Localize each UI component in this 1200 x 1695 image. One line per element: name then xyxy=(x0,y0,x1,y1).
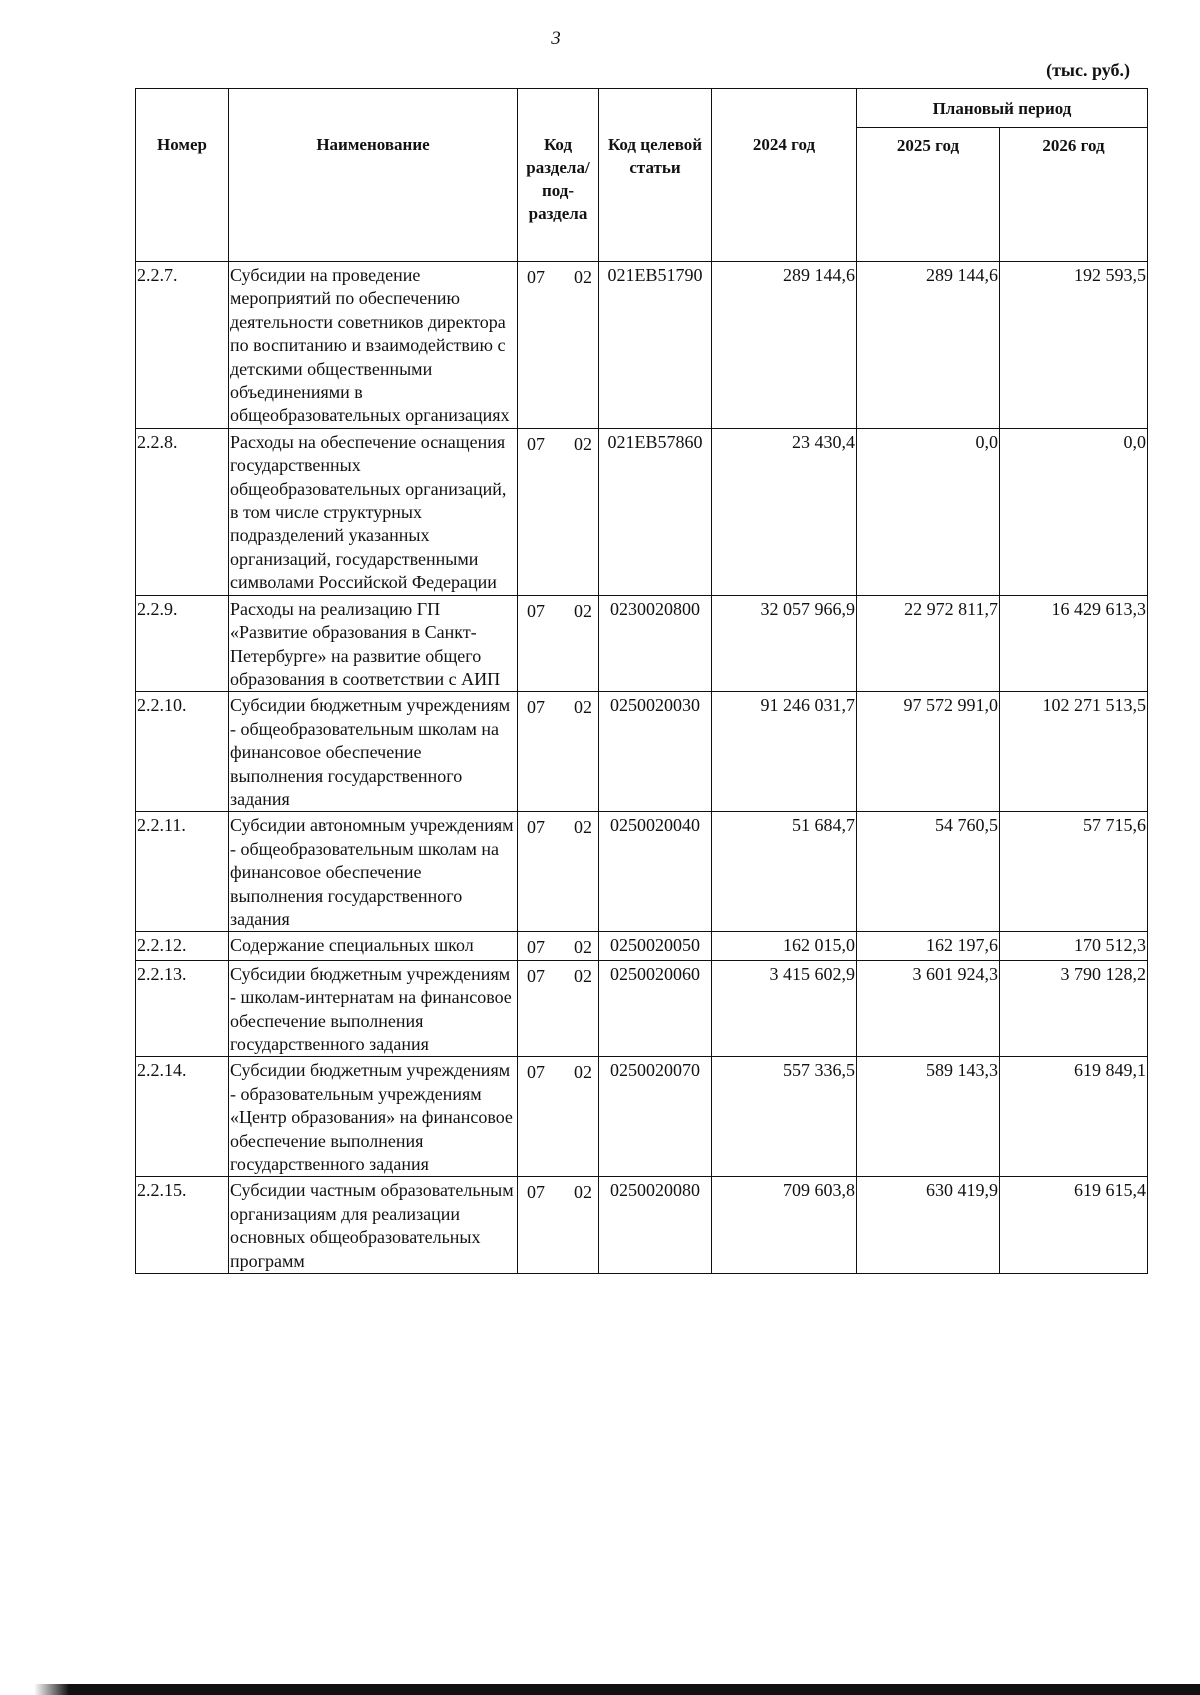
header-number: Номер xyxy=(136,89,229,262)
row-number: 2.2.7. xyxy=(136,262,229,429)
footer-bar xyxy=(34,1684,1200,1695)
row-amount-2026: 3 790 128,2 xyxy=(1000,960,1148,1057)
row-amount-2024: 51 684,7 xyxy=(712,812,857,932)
page-number: 3 xyxy=(551,28,561,49)
row-target-code: 0250020060 xyxy=(599,960,712,1057)
row-target-code: 0250020070 xyxy=(599,1057,712,1177)
row-target-code: 0250020080 xyxy=(599,1177,712,1274)
row-number: 2.2.15. xyxy=(136,1177,229,1274)
row-subsection: 02 xyxy=(574,433,592,454)
row-amount-2026: 57 715,6 xyxy=(1000,812,1148,932)
header-name: Наименование xyxy=(229,89,518,262)
table-row xyxy=(136,1177,1148,1274)
row-amount-2025: 289 144,6 xyxy=(857,262,1000,429)
row-amount-2025: 162 197,6 xyxy=(857,932,1000,960)
row-section-code xyxy=(518,812,599,932)
row-amount-2026: 192 593,5 xyxy=(1000,262,1148,429)
row-amount-2025: 97 572 991,0 xyxy=(857,692,1000,812)
table-row xyxy=(136,595,1148,692)
row-section-code xyxy=(518,595,599,692)
budget-table xyxy=(135,88,1148,1274)
row-name: Субсидии бюджетным учреждениям - общеобразовательным школам на финансовое обеспечение выполнения государственного задания xyxy=(229,692,518,812)
row-amount-2024: 91 246 031,7 xyxy=(712,692,857,812)
row-number: 2.2.12. xyxy=(136,932,229,960)
row-amount-2025: 3 601 924,3 xyxy=(857,960,1000,1057)
table-row xyxy=(136,692,1148,812)
header-year-2025: 2025 год xyxy=(857,128,1000,262)
row-name: Содержание специальных школ xyxy=(229,932,518,960)
row-name: Субсидии на проведение мероприятий по обеспечению деятельности советников директора по воспитанию и взаимодействию с детскими общественными объединениями в общеобразовательных организациях xyxy=(229,262,518,429)
row-amount-2025: 54 760,5 xyxy=(857,812,1000,932)
row-amount-2026: 619 849,1 xyxy=(1000,1057,1148,1177)
table-row xyxy=(136,960,1148,1057)
row-section: 07 xyxy=(527,1182,545,1203)
row-section-code xyxy=(518,932,599,960)
row-name: Расходы на обеспечение оснащения государственных общеобразовательных организаций, в том числе структурных подразделений указанных организаций, государственными символами Российской Федерации xyxy=(229,428,518,595)
row-amount-2026: 619 615,4 xyxy=(1000,1177,1148,1274)
header-year-2026: 2026 год xyxy=(1000,128,1148,262)
row-section: 07 xyxy=(527,697,545,718)
row-amount-2024: 162 015,0 xyxy=(712,932,857,960)
row-amount-2026: 16 429 613,3 xyxy=(1000,595,1148,692)
row-section-code xyxy=(518,262,599,429)
row-number: 2.2.11. xyxy=(136,812,229,932)
row-number: 2.2.9. xyxy=(136,595,229,692)
row-subsection: 02 xyxy=(574,600,592,621)
row-section: 07 xyxy=(527,1062,545,1083)
row-subsection: 02 xyxy=(574,937,592,958)
row-subsection: 02 xyxy=(574,697,592,718)
table-row xyxy=(136,262,1148,429)
table-row xyxy=(136,932,1148,960)
row-subsection: 02 xyxy=(574,965,592,986)
row-target-code: 0250020050 xyxy=(599,932,712,960)
row-section-code xyxy=(518,960,599,1057)
row-section: 07 xyxy=(527,600,545,621)
row-amount-2025: 22 972 811,7 xyxy=(857,595,1000,692)
row-subsection: 02 xyxy=(574,1062,592,1083)
row-amount-2025: 0,0 xyxy=(857,428,1000,595)
table-row xyxy=(136,1057,1148,1177)
row-name: Субсидии бюджетным учреждениям - школам-интернатам на финансовое обеспечение выполнения государственного задания xyxy=(229,960,518,1057)
table-body xyxy=(136,262,1148,1274)
row-subsection: 02 xyxy=(574,817,592,838)
row-section-code xyxy=(518,692,599,812)
table-row xyxy=(136,812,1148,932)
row-name: Субсидии бюджетным учреждениям - образовательным учреждениям «Центр образования» на финансовое обеспечение выполнения государственного задания xyxy=(229,1057,518,1177)
row-amount-2026: 170 512,3 xyxy=(1000,932,1148,960)
row-section-code xyxy=(518,428,599,595)
row-amount-2024: 557 336,5 xyxy=(712,1057,857,1177)
row-amount-2024: 32 057 966,9 xyxy=(712,595,857,692)
header-planning-period: Плановый период xyxy=(857,89,1148,128)
row-number: 2.2.8. xyxy=(136,428,229,595)
units-label: (тыс. руб.) xyxy=(1046,60,1130,80)
row-target-code: 0250020030 xyxy=(599,692,712,812)
table-row xyxy=(136,428,1148,595)
header-section-code: Код раздела/ под- раздела xyxy=(518,89,599,262)
row-amount-2025: 630 419,9 xyxy=(857,1177,1000,1274)
row-amount-2024: 23 430,4 xyxy=(712,428,857,595)
header-target-code: Код целевой статьи xyxy=(599,89,712,262)
row-target-code: 0250020040 xyxy=(599,812,712,932)
row-section: 07 xyxy=(527,267,545,287)
row-amount-2024: 3 415 602,9 xyxy=(712,960,857,1057)
row-subsection: 02 xyxy=(574,1182,592,1203)
header-year-2024: 2024 год xyxy=(712,89,857,262)
row-amount-2024: 709 603,8 xyxy=(712,1177,857,1274)
row-name: Расходы на реализацию ГП «Развитие образования в Санкт-Петербурге» на развитие общего образования в соответствии с АИП xyxy=(229,595,518,692)
row-amount-2026: 0,0 xyxy=(1000,428,1148,595)
row-amount-2026: 102 271 513,5 xyxy=(1000,692,1148,812)
row-section-code xyxy=(518,1177,599,1274)
row-subsection: 02 xyxy=(574,267,592,287)
row-number: 2.2.10. xyxy=(136,692,229,812)
row-target-code: 0230020800 xyxy=(599,595,712,692)
row-amount-2025: 589 143,3 xyxy=(857,1057,1000,1177)
row-name: Субсидии частным образовательным организациям для реализации основных общеобразовательных программ xyxy=(229,1177,518,1274)
row-number: 2.2.14. xyxy=(136,1057,229,1177)
row-section-code xyxy=(518,1057,599,1177)
row-section: 07 xyxy=(527,817,545,838)
row-amount-2024: 289 144,6 xyxy=(712,262,857,429)
row-section: 07 xyxy=(527,937,545,958)
row-name: Субсидии автономным учреждениям - общеобразовательным школам на финансовое обеспечение выполнения государственного задания xyxy=(229,812,518,932)
row-section: 07 xyxy=(527,965,545,986)
row-target-code: 021EB51790 xyxy=(599,262,712,429)
row-target-code: 021EB57860 xyxy=(599,428,712,595)
row-number: 2.2.13. xyxy=(136,960,229,1057)
row-section: 07 xyxy=(527,433,545,454)
